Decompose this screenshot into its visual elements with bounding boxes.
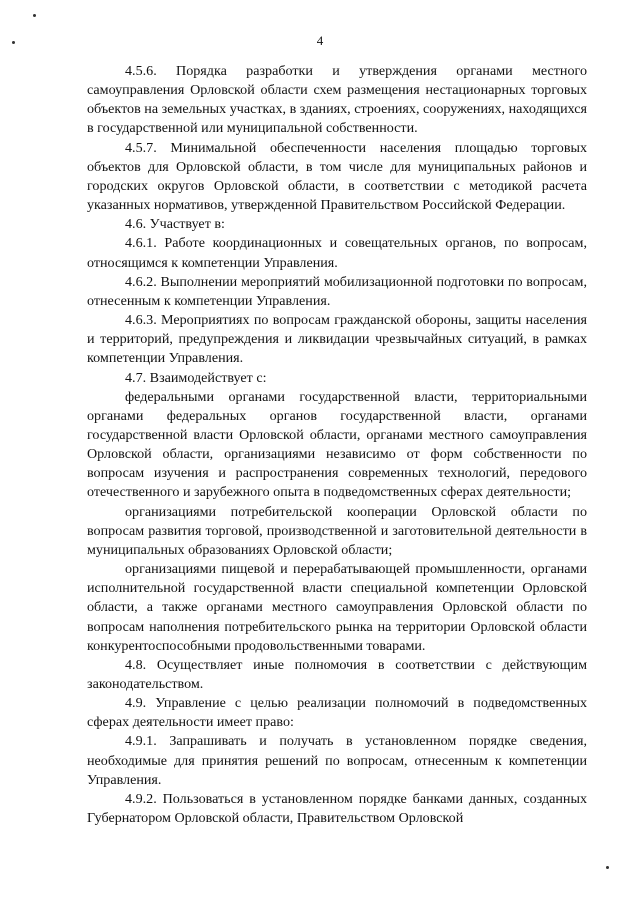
paragraph-4-9-2: 4.9.2. Пользоваться в установленном порядке банками данных, созданных Губернатором Орловской области, Правительством Орловской bbox=[87, 790, 587, 827]
paragraph-4-7: 4.7. Взаимодействует с: bbox=[125, 369, 267, 386]
paragraph-4-6-3: 4.6.3. Мероприятиях по вопросам гражданской обороны, защиты населения и территорий, предупреждения и ликвидации чрезвычайных ситуаций, в рамках компетенции Управления. bbox=[87, 312, 587, 367]
paragraph-4-6-1: 4.6.1. Работе координационных и совещательных органов, по вопросам, относящимся к компетенции Управления. bbox=[87, 235, 587, 271]
page-number: 4 bbox=[316, 33, 324, 48]
paragraph-4-9-1: 4.9.1. Запрашивать и получать в установленном порядке сведения, необходимые для принятия решений по вопросам, отнесенным к компетенции Управления. bbox=[87, 733, 587, 788]
paragraph-4-8: 4.8. Осуществляет иные полномочия в соответствии с действующим законодательством. bbox=[87, 656, 587, 692]
paragraph-food-industry: организациями пищевой и перерабатывающей промышленности, органами исполнительной государственной власти специальной компетенции Орловской области, а также органами местного самоуправления Орловской области по вопросам наполнения потребительского рынка на территории Орловской области конкурентоспособными продовольственными товарами. bbox=[87, 561, 587, 654]
paragraph-4-6-2: 4.6.2. Выполнении мероприятий мобилизационной подготовки по вопросам, отнесенным к компетенции Управления. bbox=[87, 273, 587, 309]
scan-speck bbox=[33, 14, 36, 17]
paragraph-4-5-7: 4.5.7. Минимальной обеспеченности населения площадью торговых объектов для Орловской области, в том числе для муниципальных районов и городских округов Орловской области, в соответствии с методикой расчета указанных нормативов, утвержденной Правительством Российской Федерации. bbox=[87, 139, 587, 214]
paragraph-federal-bodies: федеральными органами государственной власти, территориальными органами федеральных органов государственной власти, органами государственной власти Орловской области, органами местного самоуправления Орловской области, организациями независимо от форм собственности по вопросам изучения и распространения современных технологий, передового отечественного и зарубежного опыта в подведомственных сферах деятельности; bbox=[87, 388, 587, 501]
paragraph-consumer-cooperation: организациями потребительской кооперации Орловской области по вопросам развития торговой, производственной и заготовительной деятельности в муниципальных образованиях Орловской области; bbox=[87, 503, 587, 558]
paragraph-4-9: 4.9. Управление с целью реализации полномочий в подведомственных сферах деятельности имеет право: bbox=[87, 695, 587, 731]
document-body bbox=[87, 62, 587, 828]
paragraph-4-6: 4.6. Участвует в: bbox=[125, 216, 225, 233]
paragraph-4-5-6: 4.5.6. Порядка разработки и утверждения органами местного самоуправления Орловской области схем размещения нестационарных торговых объектов на земельных участках, в зданиях, строениях, сооружениях, находящихся в государственной или муниципальной собственности. bbox=[87, 63, 587, 137]
scan-speck bbox=[606, 866, 609, 869]
